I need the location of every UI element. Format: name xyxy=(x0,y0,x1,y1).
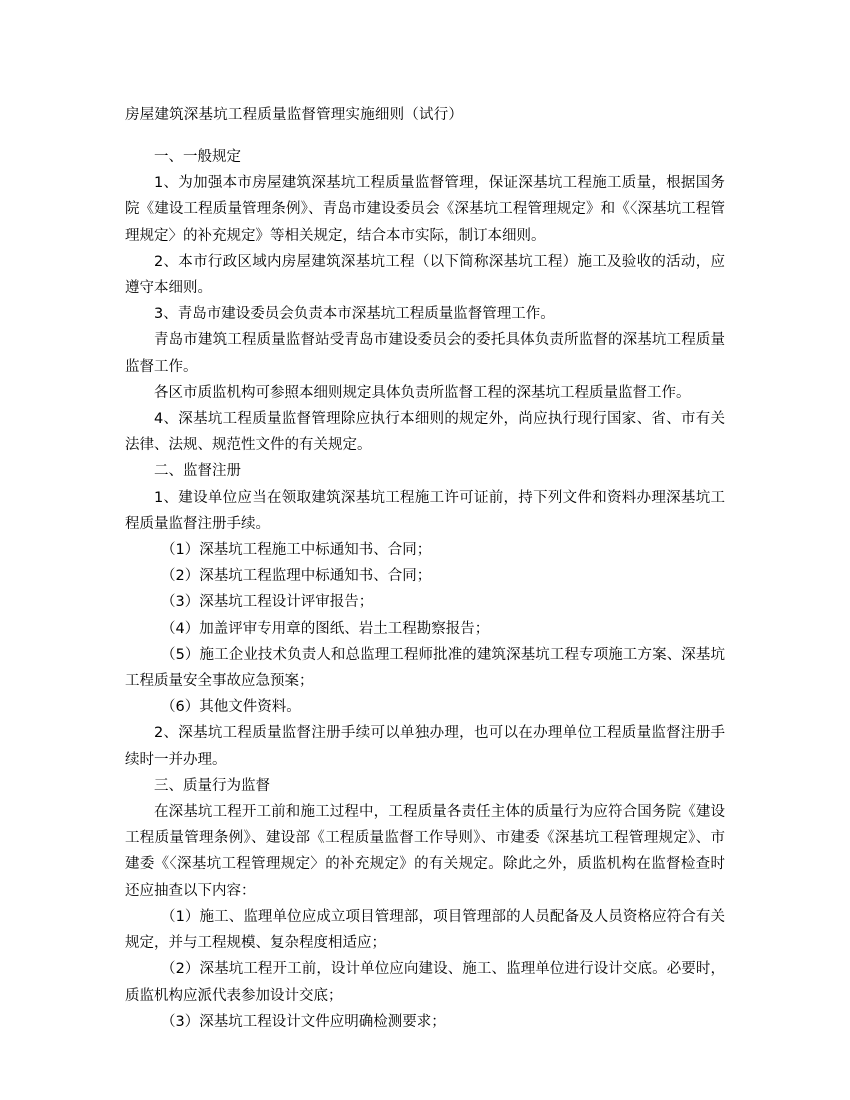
list-item: （5）施工企业技术负责人和总监理工程师批准的建筑深基坑工程专项施工方案、深基坑工程质量安全事故应急预案； xyxy=(125,646,725,690)
paragraph: 1、建设单位应当在领取建筑深基坑工程施工许可证前，持下列文件和资料办理深基坑工程质量监督注册手续。 xyxy=(125,489,725,532)
section-heading-registration: 二、监督注册 xyxy=(154,463,241,480)
list-item: （3）深基坑工程设计文件应明确检测要求； xyxy=(161,1013,446,1030)
list-item: （4）加盖评审专用章的图纸、岩土工程勘察报告； xyxy=(161,620,490,637)
paragraph: 各区市质监机构可参照本细则规定具体负责所监督工程的深基坑工程质量监督工作。 xyxy=(154,384,691,401)
paragraph: 青岛市建筑工程质量监督站受青岛市建设委员会的委托具体负责所监督的深基坑工程质量监督工作。 xyxy=(125,332,725,375)
paragraph: 2、本市行政区域内房屋建筑深基坑工程（以下简称深基坑工程）施工及验收的活动，应遵守本细则。 xyxy=(125,253,725,297)
list-item: （6）其他文件资料。 xyxy=(161,699,301,716)
list-item: （3）深基坑工程设计评审报告； xyxy=(161,594,374,611)
section-heading-general: 一、一般规定 xyxy=(154,149,241,165)
list-item: （2）深基坑工程开工前，设计单位应向建设、施工、监理单位进行设计交底。必要时，质监机构应派代表参加设计交底； xyxy=(125,961,725,1004)
list-item: （2）深基坑工程监理中标通知书、合同； xyxy=(161,568,432,585)
document-title: 房屋建筑深基坑工程质量监督管理实施细则（试行） xyxy=(125,107,464,123)
paragraph: 4、深基坑工程质量监督管理除应执行本细则的规定外，尚应执行现行国家、省、市有关法律、法规、规范性文件的有关规定。 xyxy=(125,411,725,454)
paragraph: 2、深基坑工程质量监督注册手续可以单独办理，也可以在办理单位工程质量监督注册手续时一并办理。 xyxy=(125,725,725,768)
paragraph: 在深基坑工程开工前和施工过程中，工程质量各责任主体的质量行为应符合国务院《建设工程质量管理条例》、建设部《工程质量监督工作导则》、市建委《深基坑工程管理规定》、市建委《〈深基坑工程管理规定〉的补充规定》的有关规定。除此之外，质监机构在监督检查时还应抽查以下内容： xyxy=(125,804,725,899)
section-heading-quality: 三、质量行为监督 xyxy=(154,777,270,794)
list-item: （1）施工、监理单位应成立项目管理部，项目管理部的人员配备及人员资格应符合有关规定，并与工程规模、复杂程度相适应； xyxy=(125,908,725,952)
paragraph: 1、为加强本市房屋建筑深基坑工程质量监督管理，保证深基坑工程施工质量，根据国务院《建设工程质量管理条例》、青岛市建设委员会《深基坑工程管理规定》和《〈深基坑工程管理规定〉的补充规定》等相关规定，结合本市实际，制订本细则。 xyxy=(125,175,725,244)
list-item: （1）深基坑工程施工中标通知书、合同； xyxy=(161,542,432,559)
paragraph: 3、青岛市建设委员会负责本市深基坑工程质量监督管理工作。 xyxy=(154,306,555,323)
document-body xyxy=(125,144,725,1035)
